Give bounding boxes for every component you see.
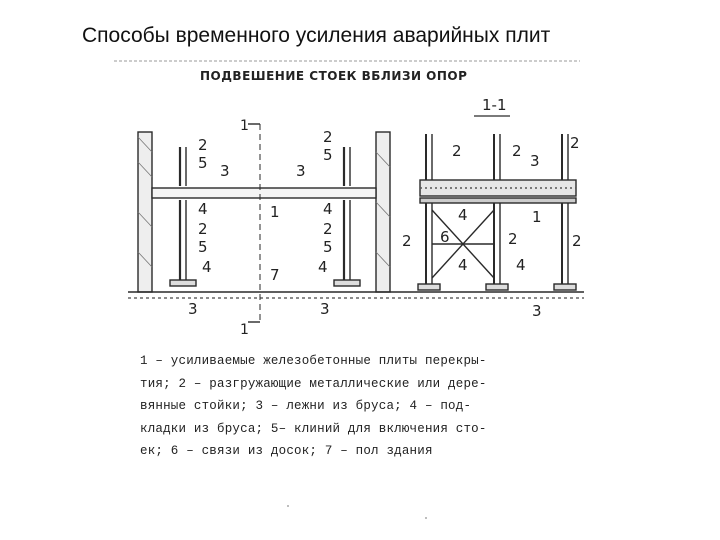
sec-label-4-b: 4 xyxy=(458,256,468,274)
label-4-b: 4 xyxy=(202,258,212,276)
sec-label-2-f: 2 xyxy=(572,232,582,250)
label-4-d: 4 xyxy=(318,258,328,276)
legend-line: вянные стойки; 3 – лежни из бруса; 4 – под- xyxy=(140,399,472,413)
pad-right xyxy=(334,280,360,286)
sec-label-2-c: 2 xyxy=(570,134,580,152)
pad-left xyxy=(170,280,196,286)
label-2-b: 2 xyxy=(323,128,333,146)
label-4-a: 4 xyxy=(198,200,208,218)
sec-label-3: 3 xyxy=(530,152,540,170)
section-label: 1-1 xyxy=(482,96,507,114)
sec-label-4-a: 4 xyxy=(458,206,468,224)
legend-line: кладки из бруса; 5– клиний для включения сто- xyxy=(140,421,487,436)
sec-label-1: 1 xyxy=(532,208,542,226)
left-wall xyxy=(138,132,152,292)
label-5-b: 5 xyxy=(323,146,333,164)
label-3-d: 3 xyxy=(320,300,330,318)
sec-label-3-b: 3 xyxy=(532,302,542,320)
label-7: 7 xyxy=(270,266,280,284)
slab xyxy=(152,188,376,198)
label-5-c: 5 xyxy=(198,238,208,256)
section-beam xyxy=(420,198,576,203)
section-slab xyxy=(420,180,576,196)
legend-line: ек; 6 – связи из досок; 7 – пол здания xyxy=(140,444,433,458)
legend-line: тия; 2 – разгружающие металлические или дере- xyxy=(140,376,487,391)
sec-label-4-c: 4 xyxy=(516,256,526,274)
label-5-a: 5 xyxy=(198,154,208,172)
label-5-d: 5 xyxy=(323,238,333,256)
left-elevation xyxy=(128,124,408,322)
cut-label-top: 1 xyxy=(240,118,249,134)
drawing-heading: ПОДВЕШЕНИЕ СТОЕК ВБЛИЗИ ОПОР xyxy=(200,69,468,83)
section-view xyxy=(408,134,584,298)
label-3-a: 3 xyxy=(220,162,230,180)
slide-title: Способы временного усиления аварийных плит xyxy=(82,24,551,47)
label-2-c: 2 xyxy=(198,220,208,238)
label-3-b: 3 xyxy=(296,162,306,180)
sec-label-2-d: 2 xyxy=(402,232,412,250)
right-wall xyxy=(376,132,390,292)
sec-label-2-e: 2 xyxy=(508,230,518,248)
label-1-a: 1 xyxy=(270,203,280,221)
sec-label-2-b: 2 xyxy=(512,142,522,160)
sec-label-2-a: 2 xyxy=(452,142,462,160)
label-2-a: 2 xyxy=(198,136,208,154)
sec-label-6: 6 xyxy=(440,228,450,246)
label-2-d: 2 xyxy=(323,220,333,238)
cut-label-bottom: 1 xyxy=(240,322,249,338)
legend-line: 1 – усиливаемые железобетонные плиты перекры- xyxy=(140,354,487,368)
label-3-c: 3 xyxy=(188,300,198,318)
legend xyxy=(140,350,570,463)
label-4-c: 4 xyxy=(323,200,333,218)
